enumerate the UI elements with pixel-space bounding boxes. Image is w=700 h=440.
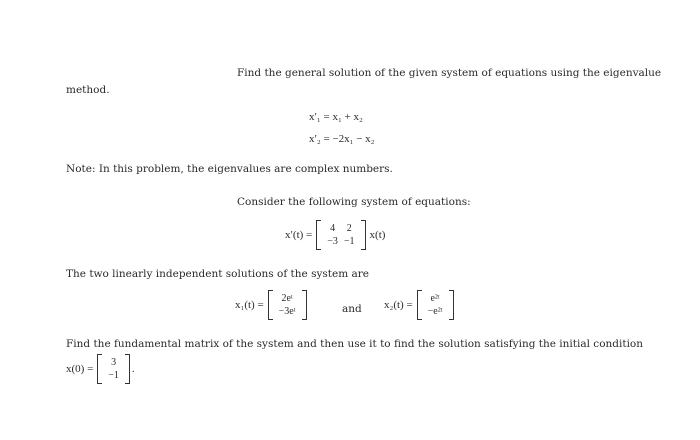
x0-entry-2: −1 (108, 370, 119, 381)
x0-label: x(0) = (66, 363, 94, 375)
initial-condition (66, 354, 135, 384)
problem1-line2: method. (66, 84, 110, 96)
matrix-a21: −3 (327, 236, 338, 247)
matrix-a12: 2 (346, 223, 352, 234)
x2-label: x₂(t) = (384, 299, 413, 311)
and-label: and (342, 303, 362, 315)
x2-entry-2: −e²ᵗ (427, 306, 443, 317)
system-equation (285, 220, 385, 250)
x0-period: . (131, 363, 135, 375)
solutions-intro: The two linearly independent solutions of the system are (66, 268, 370, 280)
x2-vector (417, 290, 454, 320)
coefficient-matrix (316, 220, 365, 250)
x1-entry-2: −3eᵗ (278, 306, 296, 317)
solution-x1 (235, 290, 307, 320)
final-instruction: Find the fundamental matrix of the system and then use it to find the solution satisfying the initial condition (66, 338, 644, 350)
system-rhs: x(t) (369, 229, 386, 241)
x1-label: x₁(t) = (235, 299, 264, 311)
problem2-intro: Consider the following system of equations: (237, 196, 471, 208)
matrix-a11: 4 (330, 223, 336, 234)
equation-1: x′₁ = x₁ + x₂ (309, 111, 363, 123)
x1-vector (268, 290, 307, 320)
system-lhs: x′(t) = (285, 229, 313, 241)
solution-x2 (384, 290, 454, 320)
x2-entry-1: e²ᵗ (430, 293, 440, 304)
x0-vector (97, 354, 130, 384)
x1-entry-1: 2eᵗ (281, 293, 293, 304)
equation-2: x′₂ = −2x₁ − x₂ (309, 133, 375, 145)
problem1-note: Note: In this problem, the eigenvalues are complex numbers. (66, 163, 393, 175)
x0-entry-1: 3 (111, 357, 117, 368)
problem1-line1: Find the general solution of the given system of equations using the eigenvalue (237, 67, 662, 79)
matrix-a22: −1 (343, 236, 355, 247)
